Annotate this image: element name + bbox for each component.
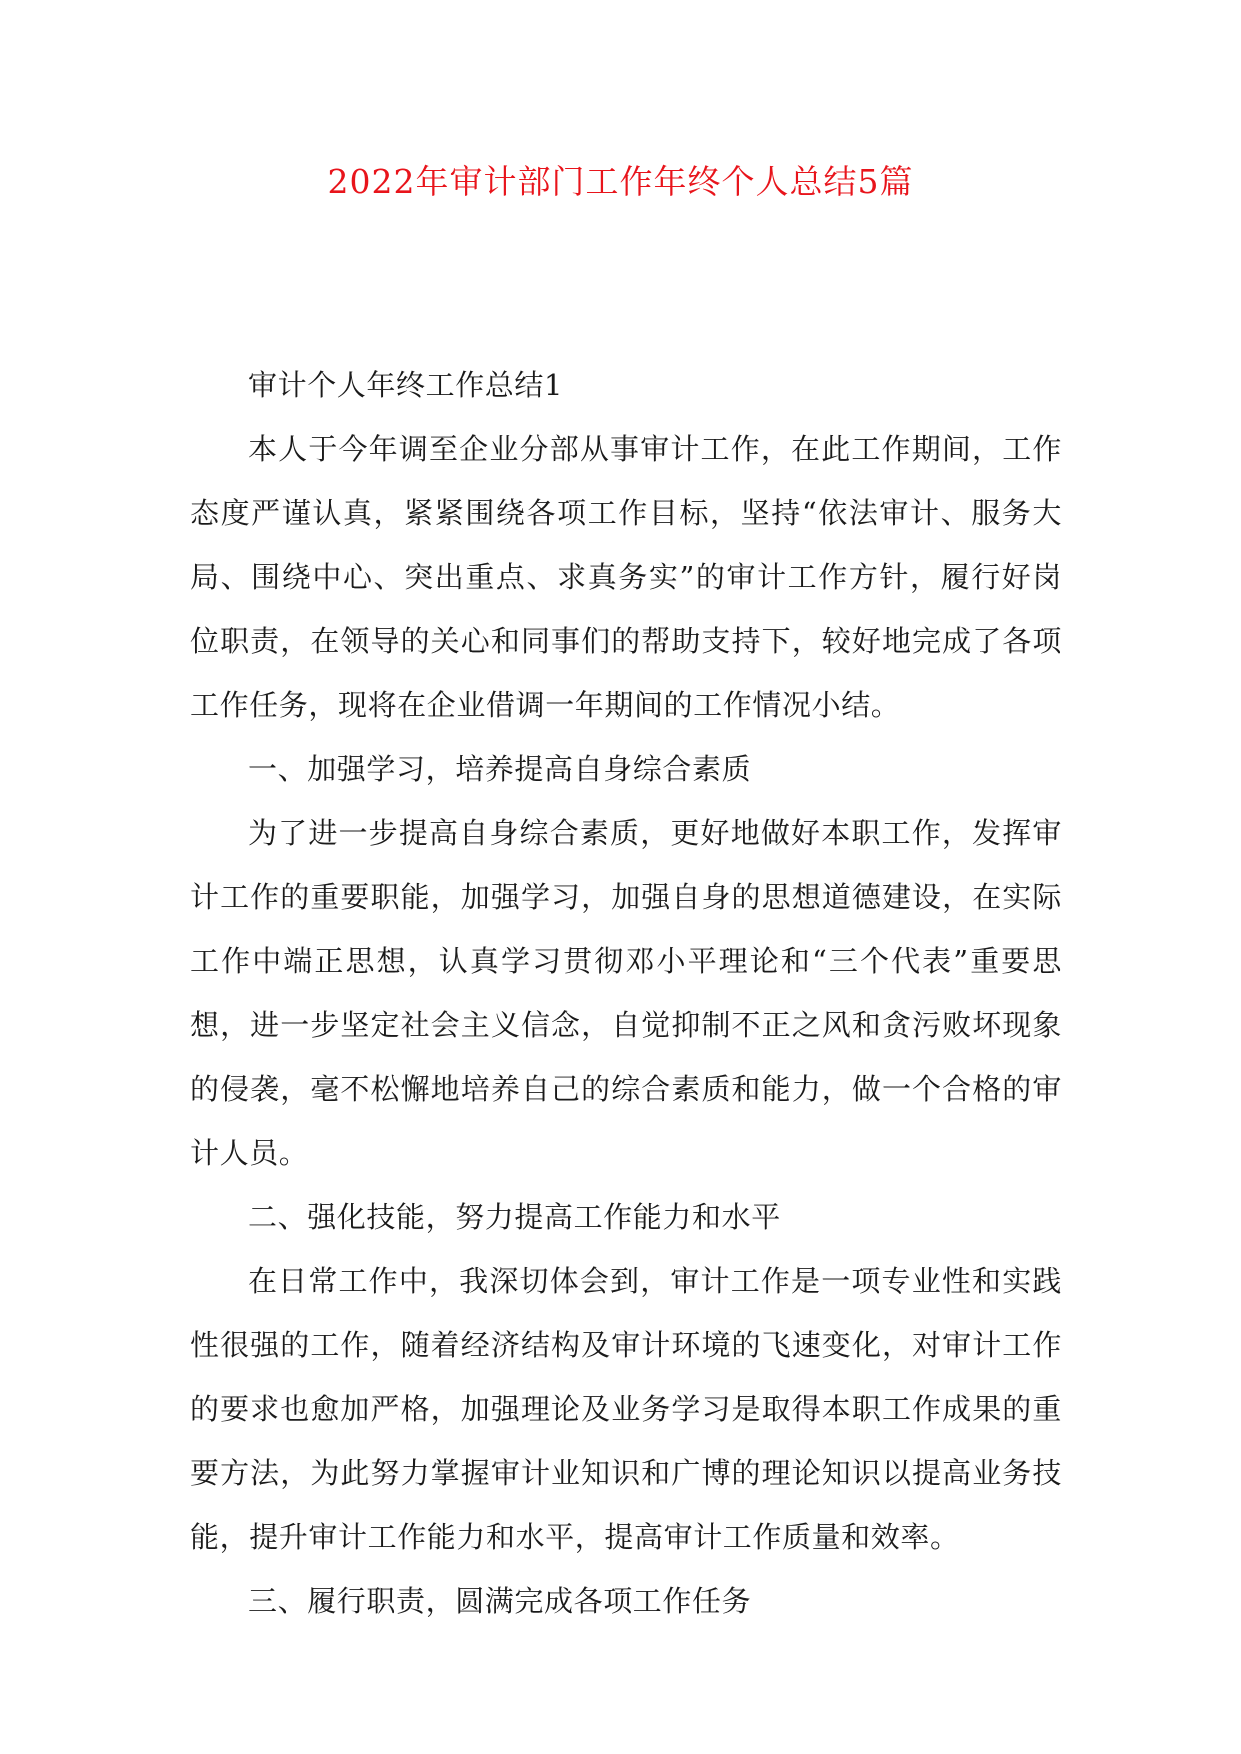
paragraph-intro: 本人于今年调至企业分部从事审计工作，在此工作期间，工作态度严谨认真，紧紧围绕各项工作目标，坚持“依法审计、服务大局、围绕中心、突出重点、求真务实”的审计工作方针，履行好岗位职责，在领导的关心和同事们的帮助支持下，较好地完成了各项工作任务，现将在企业借调一年期间的工作情况小结。 [190, 432, 1062, 722]
paragraph-skills: 在日常工作中，我深切体会到，审计工作是一项专业性和实践性很强的工作，随着经济结构及审计环境的飞速变化，对审计工作的要求也愈加严格，加强理论及业务学习是取得本职工作成果的重要方法，为此努力掌握审计业知识和广博的理论知识以提高业务技能，提升审计工作能力和水平，提高审计工作质量和效率。 [190, 1264, 1062, 1554]
section-heading-1: 审计个人年终工作总结1 [248, 368, 564, 402]
paragraph-study: 为了进一步提高自身综合素质，更好地做好本职工作，发挥审计工作的重要职能，加强学习，加强自身的思想道德建设，在实际工作中端正思想，认真学习贯彻邓小平理论和“三个代表”重要思想，进一步坚定社会主义信念，自觉抑制不正之风和贪污败坏现象的侵袭，毫不松懈地培养自己的综合素质和能力，做一个合格的审计人员。 [190, 816, 1062, 1170]
document-body [190, 353, 1062, 1633]
document-title: 2022年审计部门工作年终个人总结5篇 [327, 162, 914, 201]
section-heading-skills: 二、强化技能，努力提高工作能力和水平 [248, 1200, 781, 1234]
section-heading-study: 一、加强学习，培养提高自身综合素质 [248, 752, 752, 786]
section-heading-duties: 三、履行职责，圆满完成各项工作任务 [248, 1584, 752, 1618]
